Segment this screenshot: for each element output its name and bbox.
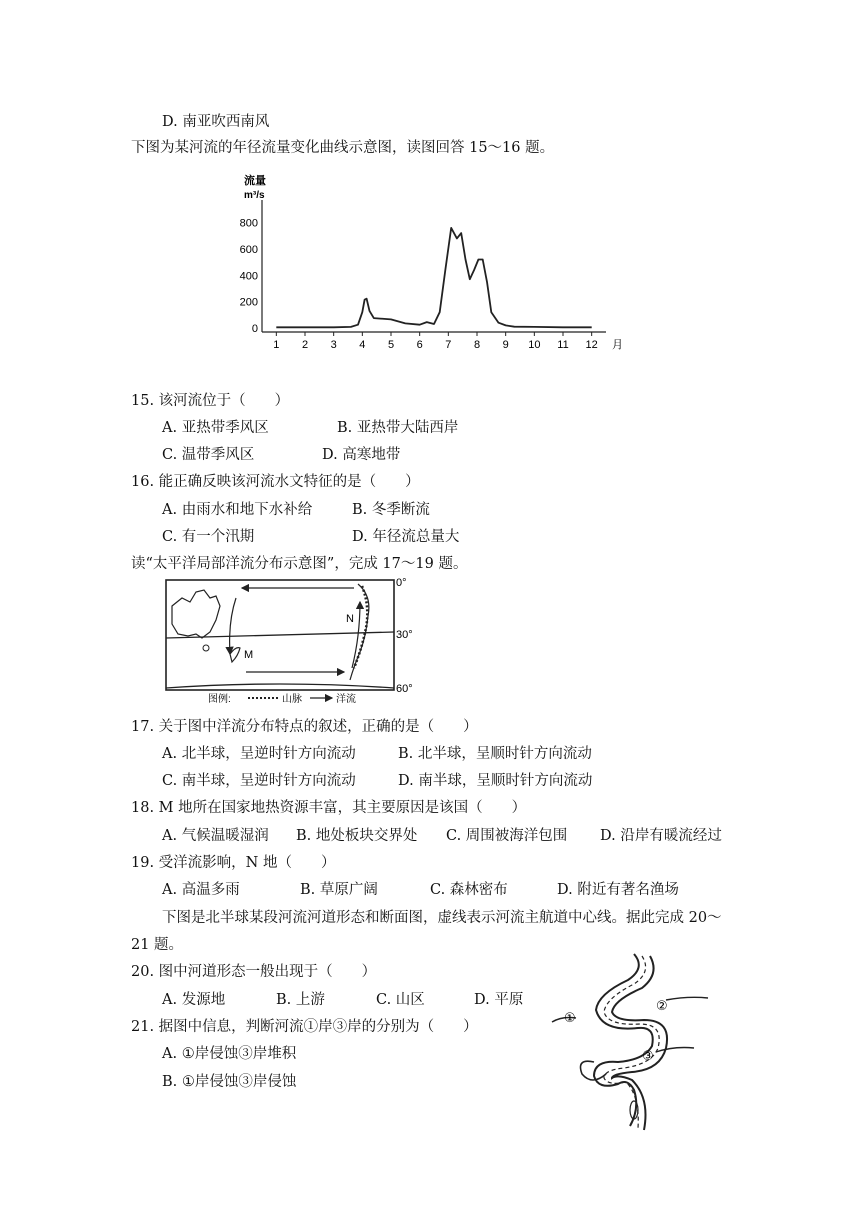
legend-mountain: 山脉 (282, 694, 302, 705)
x-tick-label-2: 2 (301, 339, 309, 351)
label-m: M (244, 649, 254, 661)
lat-label-60: 60° (396, 683, 413, 695)
q20-option-b: B. 上游 (276, 992, 325, 1008)
q16-option-d: D. 年径流总量大 (352, 529, 460, 545)
q20-stem: 20. 图中河道形态一般出现于（ ） (131, 964, 377, 980)
y-tick-label-200: 200 (239, 296, 258, 309)
x-tick-label-11: 11 (557, 339, 569, 351)
bank-label-3: ③ (642, 1048, 654, 1063)
river-intro-line2: 21 题。 (131, 937, 184, 953)
australia-outline (172, 590, 220, 638)
legend-title: 图例: (208, 694, 231, 705)
y-tick-label-600: 600 (239, 243, 258, 256)
x-tick-label-1: 1 (273, 339, 280, 351)
x-tick-label-9: 9 (502, 339, 509, 351)
q21-option-a: A. ①岸侵蚀③岸堆积 (162, 1046, 297, 1062)
lat-label-30: 30° (396, 629, 413, 641)
lat-label-0: 0° (396, 577, 407, 589)
q15-option-d: D. 高寒地带 (322, 447, 401, 463)
latitude-60-line (166, 684, 394, 688)
x-tick-label-10: 10 (528, 339, 541, 351)
q16-option-a: A. 由雨水和地下水补给 (162, 502, 313, 518)
new-zealand-outline (230, 648, 240, 662)
east-australian-current (230, 598, 236, 654)
q17-option-b: B. 北半球，呈顺时针方向流动 (398, 746, 592, 762)
q19-stem: 19. 受洋流影响，N 地（ ） (131, 855, 336, 871)
runoff-series-line (276, 228, 591, 327)
q21-stem: 21. 据图中信息，判断河流①岸③岸的分别为（ ） (131, 1019, 478, 1035)
runoff-chart (236, 170, 626, 370)
bank-label-2: ② (656, 998, 668, 1013)
q18-option-a: A. 气候温暖湿润 (162, 828, 269, 844)
section-right-bank (666, 997, 708, 1000)
q15-option-b: B. 亚热带大陆西岸 (337, 420, 459, 436)
x-tick-label-5: 5 (387, 339, 395, 351)
q16-option-b: B. 冬季断流 (352, 502, 430, 518)
bank-label-1: ① (564, 1010, 576, 1025)
pacific-intro: 读“太平洋局部洋流分布示意图”，完成 17～19 题。 (131, 556, 468, 572)
q19-option-b: B. 草原广阔 (300, 882, 378, 898)
y-axis-unit: m³/s (244, 190, 265, 201)
section-bank-3 (656, 1048, 694, 1053)
q18-stem: 18. M 地所在国家地热资源丰富，其主要原因是该国（ ） (131, 800, 527, 816)
q17-option-d: D. 南半球，呈顺时针方向流动 (398, 773, 593, 789)
label-n: N (346, 613, 354, 625)
x-tick-label-12: 12 (585, 339, 598, 351)
q19-option-d: D. 附近有著名渔场 (557, 882, 679, 898)
x-tick-label-6: 6 (416, 339, 423, 351)
q20-option-d: D. 平原 (474, 992, 524, 1008)
x-tick-label-4: 4 (359, 339, 366, 351)
x-axis-unit: 月 (612, 339, 623, 351)
q19-option-a: A. 高温多雨 (162, 882, 240, 898)
q18-option-c: C. 周围被海洋包围 (446, 828, 568, 844)
y-axis-label: 流量 (244, 175, 266, 187)
q19-option-c: C. 森林密布 (430, 882, 508, 898)
legend-current: 洋流 (336, 694, 356, 705)
q15-option-c: C. 温带季风区 (162, 447, 255, 463)
q17-option-a: A. 北半球，呈逆时针方向流动 (162, 746, 356, 762)
meander-river-diagram (548, 950, 728, 1140)
river-intro-line1: 下图是北半球某段河流河道形态和断面图，虚线表示河流主航道中心线。据此完成 20～ (162, 910, 722, 926)
q18-option-d: D. 沿岸有暖流经过 (600, 828, 722, 844)
chart-intro: 下图为某河流的年径流量变化曲线示意图，读图回答 15～16 题。 (131, 140, 555, 156)
q15-option-a: A. 亚热带季风区 (162, 420, 269, 436)
x-tick-label-3: 3 (330, 339, 337, 351)
prev-option-d: D. 南亚吹西南风 (162, 114, 270, 130)
q21-option-b: B. ①岸侵蚀③岸侵蚀 (162, 1074, 297, 1090)
andes-mountains (354, 586, 367, 668)
tasmania-outline (203, 645, 209, 651)
pacific-current-map (160, 576, 430, 706)
q20-option-a: A. 发源地 (162, 992, 226, 1008)
q20-option-c: C. 山区 (376, 992, 425, 1008)
q15-stem: 15. 该河流位于（ ） (131, 393, 290, 409)
q17-stem: 17. 关于图中洋流分布特点的叙述，正确的是（ ） (131, 719, 478, 735)
y-tick-label-800: 800 (239, 217, 258, 230)
q16-stem: 16. 能正确反映该河流水文特征的是（ ） (131, 474, 420, 490)
y-tick-label-0: 0 (251, 323, 258, 335)
q18-option-b: B. 地处板块交界处 (296, 828, 418, 844)
q17-option-c: C. 南半球，呈逆时针方向流动 (162, 773, 356, 789)
q16-option-c: C. 有一个汛期 (162, 529, 255, 545)
x-tick-label-7: 7 (445, 339, 452, 351)
y-tick-label-400: 400 (239, 270, 258, 283)
x-tick-label-8: 8 (473, 339, 481, 351)
